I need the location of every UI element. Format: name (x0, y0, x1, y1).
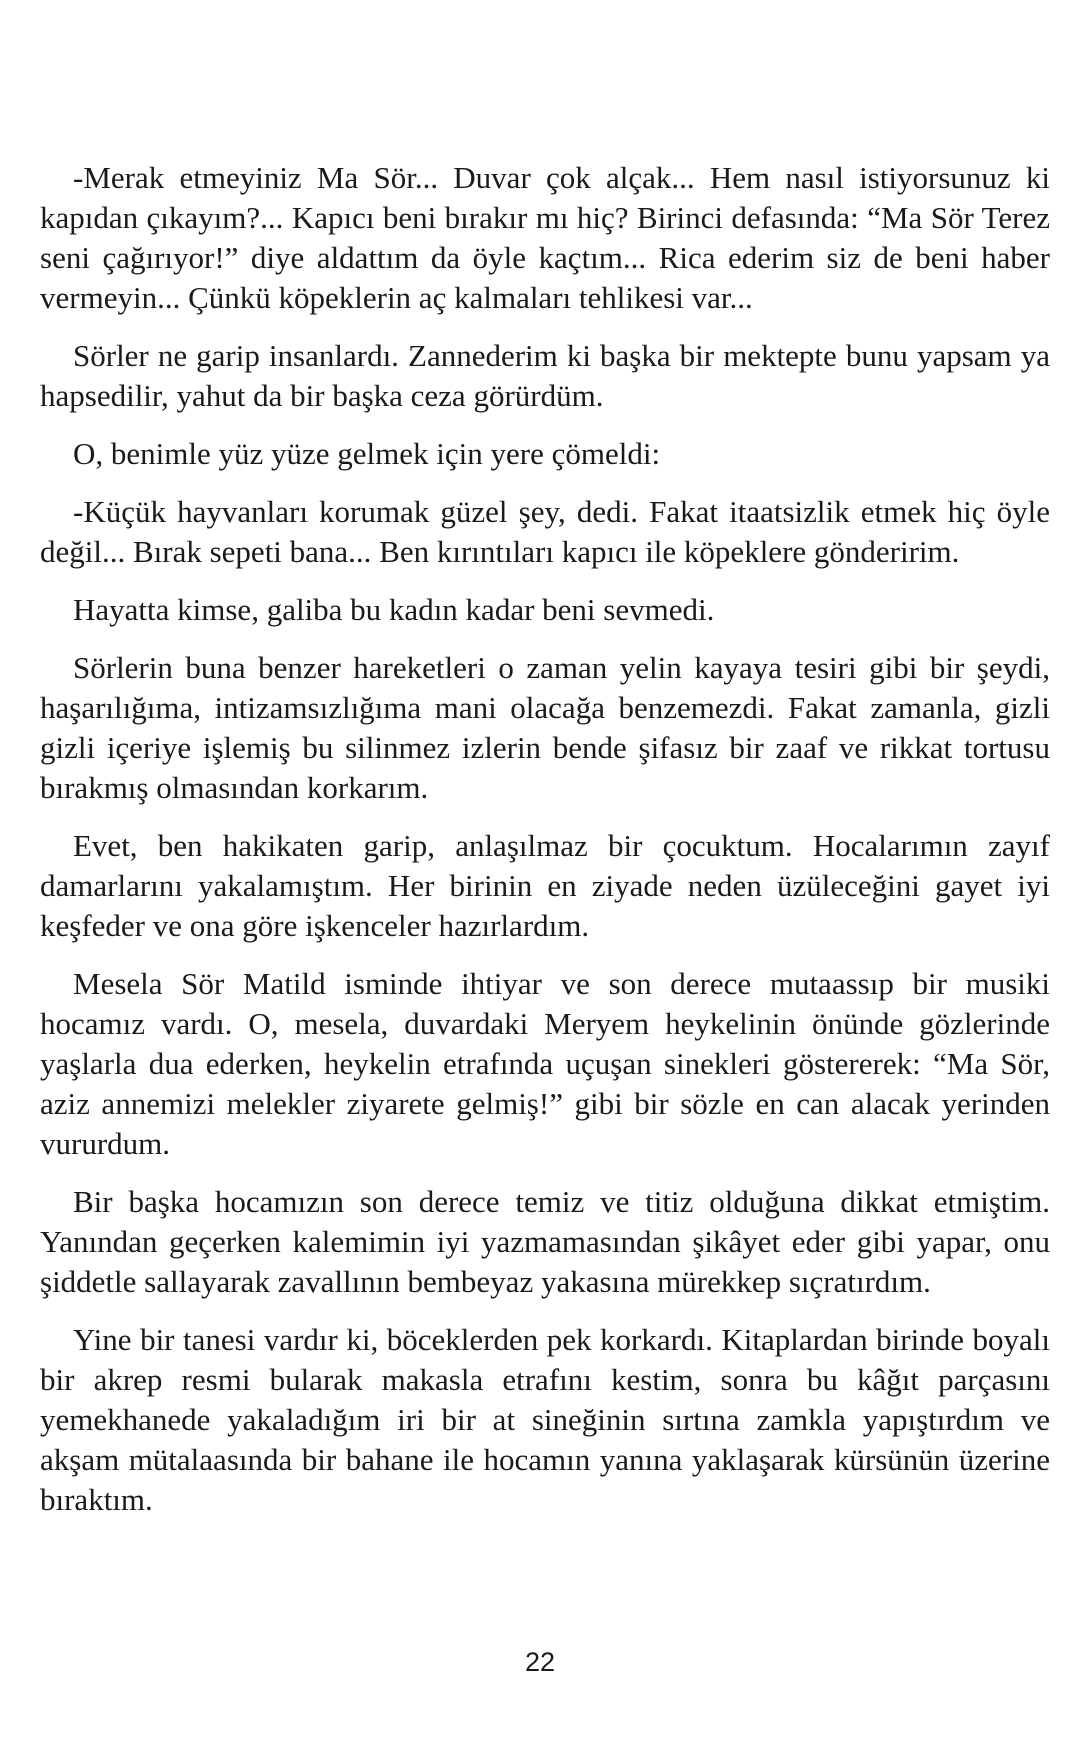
paragraph: Sörlerin buna benzer hareketleri o zaman yelin kayaya tesiri gibi bir şeydi, haşarılığıma, intizamsızlığıma mani olacağa benzemezdi. Fakat zamanla, gizli gizli içeriye işlemiş bu silinmez izlerin bende şifasız bir zaaf ve rikkat tortusu bırakmış olmasından korkarım. (40, 650, 1050, 805)
paragraph: Hayatta kimse, galiba bu kadın kadar beni sevmedi. (73, 592, 715, 627)
paragraph: Yine bir tanesi vardır ki, böceklerden pek korkardı. Kitaplardan birinde boyalı bir akrep resmi bularak makasla etrafını kestim, sonra bu kâğıt parçasını yemekhanede yakaladığım iri bir at sineğinin sırtına zamkla yapıştırdım ve akşam mütalaasında bir bahane ile hocamın yanına yaklaşarak kürsünün üzerine bıraktım. (40, 1322, 1050, 1517)
paragraph: Mesela Sör Matild isminde ihtiyar ve son derece mutaassıp bir musiki hocamız vardı. O, mesela, duvardaki Meryem heykelinin önünde gözlerinde yaşlarla dua ederken, heykelin etrafında uçuşan sinekleri göstererek: “Ma Sör, aziz annemizi melekler ziyarete gelmiş!” gibi bir sözle en can alacak yerinden vururdum. (40, 966, 1050, 1161)
paragraph: O, benimle yüz yüze gelmek için yere çömeldi: (73, 436, 661, 471)
paragraph: Sörler ne garip insanlardı. Zannederim ki başka bir mektepte bunu yapsam ya hapsedilir, yahut da bir başka ceza görürdüm. (40, 338, 1050, 413)
paragraph: Bir başka hocamızın son derece temiz ve titiz olduğuna dikkat etmiştim. Yanından geçerken kalemimin iyi yazmamasından şikâyet eder gibi yapar, onu şiddetle sallayarak zavallının bembeyaz yakasına mürekkep sıçratırdım. (40, 1184, 1050, 1299)
page-number: 22 (524, 1647, 556, 1677)
paragraph: -Küçük hayvanları korumak güzel şey, dedi. Fakat itaatsizlik etmek hiç öyle değil... Bırak sepeti bana... Ben kırıntıları kapıcı ile köpeklere gönderirim. (40, 494, 1050, 569)
paragraph: -Merak etmeyiniz Ma Sör... Duvar çok alçak... Hem nasıl istiyorsunuz ki kapıdan çıkayım?... Kapıcı beni bırakır mı hiç? Birinci defasında: “Ma Sör Terez seni çağırıyor!” diye aldattım da öyle kaçtım... Rica ederim siz de beni haber vermeyin... Çünkü köpeklerin aç kalmaları tehlikesi var... (40, 160, 1050, 315)
paragraph: Evet, ben hakikaten garip, anlaşılmaz bir çocuktum. Hocalarımın zayıf damarlarını yakalamıştım. Her birinin en ziyade neden üzüleceğini gayet iyi keşfeder ve ona göre işkenceler hazırlardım. (40, 828, 1050, 943)
body-text (40, 158, 1050, 1538)
